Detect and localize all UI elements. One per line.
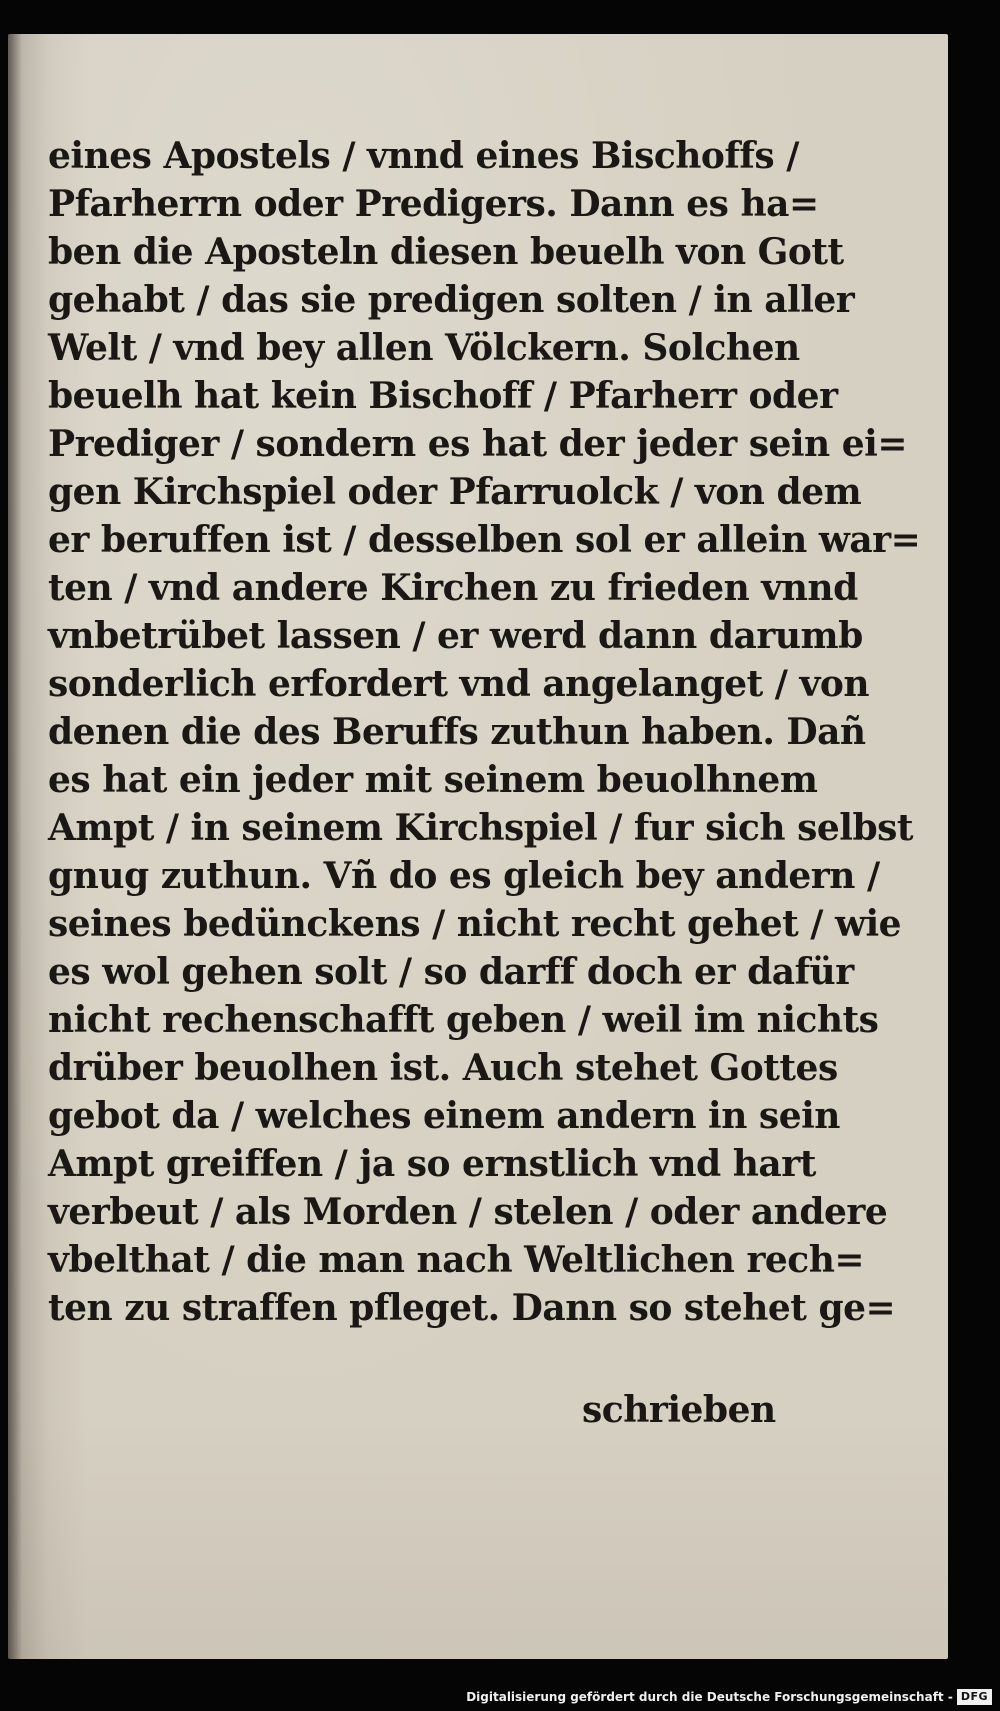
text-line: nicht rechenschafft geben / weil im nichts: [48, 999, 879, 1041]
text-line: vnbetrübet lassen / er werd dann darumb: [48, 615, 863, 657]
text-line: es wol gehen solt / so darff doch er dafür: [48, 951, 854, 993]
text-line: es hat ein jeder mit seinem beuolhnem: [48, 759, 818, 801]
text-line: Prediger / sondern es hat der jeder sein ei=: [48, 423, 907, 465]
text-line: ten zu straffen pfleget. Dann so stehet ge=: [48, 1287, 896, 1329]
text-line: Pfarherrn oder Predigers. Dann es ha=: [48, 183, 819, 225]
text-line: beuelh hat kein Bischoff / Pfarherr oder: [48, 375, 838, 417]
text-line: gen Kirchspiel oder Pfarruolck / von dem: [48, 471, 862, 513]
text-line: gebot da / welches einem andern in sein: [48, 1095, 840, 1137]
text-line: vbelthat / die man nach Weltlichen rech=: [48, 1239, 865, 1281]
text-line: er beruffen ist / desselben sol er allein war=: [48, 519, 921, 561]
dfg-logo-icon: DFG: [957, 1689, 992, 1705]
text-line: Welt / vnd bey allen Völckern. Solchen: [48, 327, 800, 369]
text-line: Ampt greiffen / ja so ernstlich vnd hart: [48, 1143, 816, 1185]
text-line: ben die Aposteln diesen beuelh von Gott: [48, 231, 844, 273]
page-gutter-shadow: [8, 34, 22, 1659]
text-line: seines bedünckens / nicht recht gehet / wie: [48, 903, 902, 945]
text-line: Ampt / in seinem Kirchspiel / fur sich selbst: [48, 807, 914, 849]
text-line: sonderlich erfordert vnd angelanget / von: [48, 663, 870, 705]
text-line: gehabt / das sie predigen solten / in aller: [48, 279, 855, 321]
book-page: [8, 34, 948, 1659]
text-line: verbeut / als Morden / stelen / oder andere: [48, 1191, 888, 1233]
credit-text: Digitalisierung gefördert durch die Deutsche Forschungsgemeinschaft -: [466, 1690, 953, 1704]
page-text-block: [48, 132, 921, 1332]
digitization-credit: [466, 1689, 992, 1705]
catchword: schrieben: [582, 1389, 776, 1431]
text-line: gnug zuthun. Vñ do es gleich bey andern /: [48, 855, 880, 897]
text-line: denen die des Beruffs zuthun haben. Dañ: [48, 711, 866, 753]
text-line: eines Apostels / vnnd eines Bischoffs /: [48, 135, 799, 177]
text-line: ten / vnd andere Kirchen zu frieden vnnd: [48, 567, 858, 609]
text-line: drüber beuolhen ist. Auch stehet Gottes: [48, 1047, 838, 1089]
